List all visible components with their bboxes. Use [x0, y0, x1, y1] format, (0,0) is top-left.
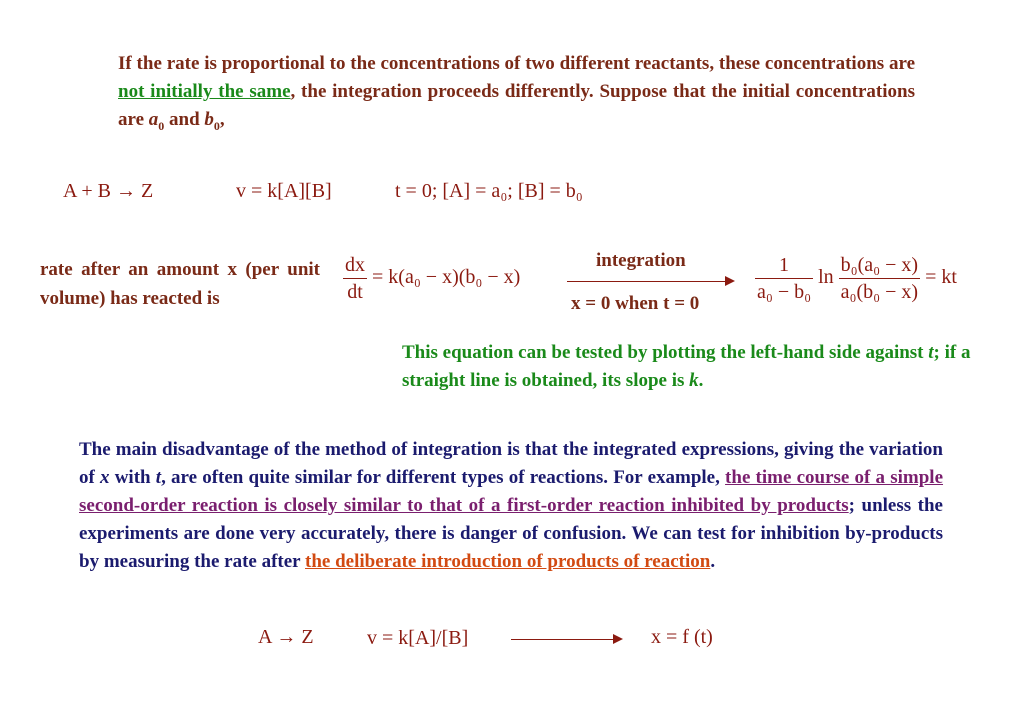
a-subscript: 0: [158, 118, 165, 133]
rate-law-2: v = k[A]/[B]: [367, 627, 469, 649]
disadv-end: .: [710, 551, 716, 572]
reaction-equation-2: A → Z: [258, 626, 314, 648]
not-same-link[interactable]: not initially the same: [118, 81, 291, 102]
disadvantage-paragraph: [79, 436, 943, 576]
coef-numerator: 1: [755, 252, 813, 279]
t-symbol: t: [928, 342, 934, 363]
result-equation: x = f (t): [651, 626, 713, 648]
time-course-link[interactable]: the time course of a simple second-order reaction is closely similar to that of a first-order reaction inhibited by products: [79, 467, 944, 516]
b-symbol: b: [204, 109, 214, 130]
initial-conditions: t = 0; [A] = a₀; [B] = b₀: [395, 180, 583, 202]
log-numerator: b₀(a₀ − x): [839, 252, 920, 279]
a-symbol: a: [148, 109, 159, 130]
and-text: and: [164, 109, 205, 130]
test-note-2: ; if a straight line is obtained, its slope is: [402, 342, 971, 391]
test-note: [402, 339, 982, 395]
t-symbol-2: t: [155, 467, 162, 488]
test-note-end: .: [698, 370, 704, 391]
disadv-text-3: ; unless the experiments are done very accurately, there is danger of confusion. We can test for inhibition by-products by measuring the rate after: [79, 495, 943, 572]
integrated-rhs: = kt: [925, 266, 957, 289]
coefficient-fraction: [755, 252, 813, 305]
integration-arrow: [567, 281, 733, 282]
disadv-text-2: , are often quite similar for different types of reactions. For example,: [161, 467, 726, 488]
integration-condition: x = 0 when t = 0: [571, 293, 700, 314]
differential-equation: [343, 252, 520, 305]
intro-end: ,: [219, 109, 225, 130]
diff-eq-rhs: = k(a₀ − x)(b₀ − x): [372, 266, 521, 289]
result-arrow: [511, 639, 621, 640]
intro-text-1: If the rate is proportional to the concentrations of two different reactants, these concentrations are: [118, 53, 915, 74]
intro-paragraph: [118, 50, 915, 140]
test-note-1: This equation can be tested by plotting the left-hand side against: [402, 342, 929, 363]
products-link[interactable]: the deliberate introduction of products of reaction: [305, 551, 711, 572]
intro-text-2: , the integration proceeds differently. Suppose that the initial concentrations are: [118, 81, 915, 130]
rate-law-1: v = k[A][B]: [236, 180, 332, 202]
with-text: with: [109, 467, 156, 488]
integration-label: integration: [596, 250, 686, 271]
coef-denominator: a₀ − b₀: [757, 281, 812, 303]
dt-denominator: dt: [347, 281, 363, 303]
log-fraction: [839, 252, 920, 305]
dx-numerator: dx: [343, 252, 367, 279]
integrated-equation: [755, 252, 957, 305]
x-symbol: x: [100, 467, 110, 488]
ln-symbol: ln: [818, 266, 834, 289]
k-symbol: k: [689, 370, 699, 391]
disadv-text-1: The main disadvantage of the method of integration is that the integrated expressions, giving the variation of: [79, 439, 943, 488]
dx-dt-fraction: [343, 252, 367, 305]
b-subscript: 0: [213, 118, 220, 133]
reaction-equation-1: A + B → Z: [63, 180, 154, 202]
log-denominator: a₀(b₀ − x): [840, 281, 919, 303]
rate-description: rate after an amount x (per unit volume) has reacted is: [40, 259, 320, 309]
